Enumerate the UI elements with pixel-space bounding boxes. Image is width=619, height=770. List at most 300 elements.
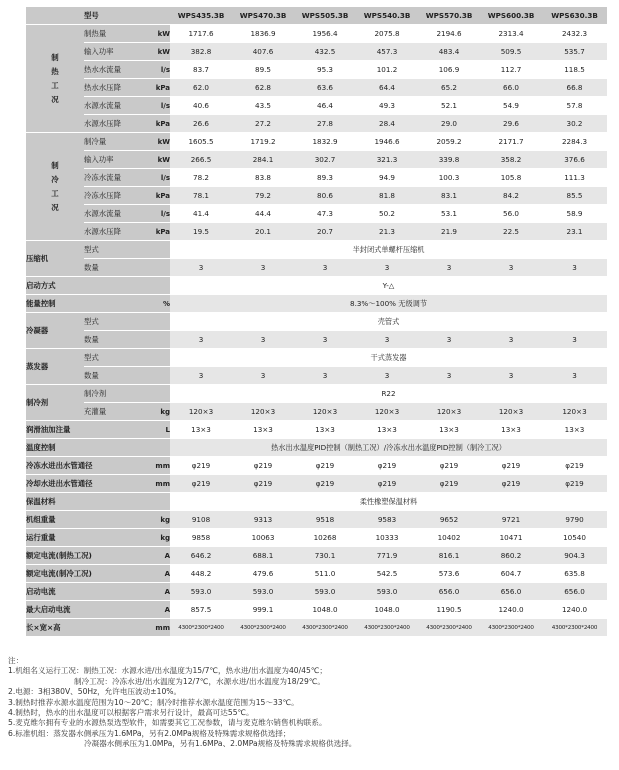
value-cell: 105.8 (480, 169, 542, 187)
value-cell: 3 (418, 367, 480, 385)
value-cell: 302.7 (294, 151, 356, 169)
value-cell: 9313 (232, 511, 294, 529)
value-cell: 30.2 (542, 115, 607, 133)
param-label: 型式 (84, 241, 170, 259)
heating-section-label: 制 热 工 况 (26, 25, 84, 133)
model-name: WPS540.3B (356, 7, 418, 25)
param-label: 数量 (84, 331, 170, 349)
value-cell: 120×3 (294, 403, 356, 421)
value-cell: φ219 (170, 475, 232, 493)
value-cell: 44.4 (232, 205, 294, 223)
value-cell: 573.6 (418, 565, 480, 583)
param-label: 水源水压降 (84, 223, 144, 241)
value-cell: 2194.6 (418, 25, 480, 43)
note-5: 5.麦克维尔拥有专业的水源热泵选型软件，如需要其它工况参数，请与麦克维尔销售机构联系。 (8, 718, 327, 728)
note-6: 6.标准机组：蒸发器水侧承压为1.6MPa，另有2.0MPa规格及特殊需求规格供选择； (8, 728, 291, 738)
heating-row (26, 115, 607, 133)
unit-label: % (144, 295, 170, 313)
condenser-row (26, 331, 607, 349)
heating-row (26, 43, 607, 61)
value-cell: 407.6 (232, 43, 294, 61)
value-cell: 9790 (542, 511, 607, 529)
value-cell: 64.4 (356, 79, 418, 97)
value-cell: 1946.6 (356, 133, 418, 151)
value-cell: φ219 (356, 475, 418, 493)
value-cell: 3 (480, 259, 542, 277)
param-label: 输入功率 (84, 151, 144, 169)
value-cell: 1836.9 (232, 25, 294, 43)
cooling-pipe-label: 冷却水进出水管通径 (26, 475, 144, 493)
compressor-row (26, 241, 607, 259)
value-cell: 120×3 (170, 403, 232, 421)
value-cell: 2432.3 (542, 25, 607, 43)
value-cell: φ219 (480, 475, 542, 493)
start-current-row (26, 583, 607, 601)
value-cell: 47.3 (294, 205, 356, 223)
unit-label: kPa (144, 115, 170, 133)
temp-control-row (26, 439, 607, 457)
value-cell: 13×3 (356, 421, 418, 439)
value-cell: 41.4 (170, 205, 232, 223)
value-cell: φ219 (232, 457, 294, 475)
unit-label: kg (144, 403, 170, 421)
value-cell: 85.5 (542, 187, 607, 205)
value-cell: 358.2 (480, 151, 542, 169)
heat-current-label: 额定电流(制热工况) (26, 547, 144, 565)
value-cell: 120×3 (418, 403, 480, 421)
value-cell: 120×3 (232, 403, 294, 421)
value-cell: 58.9 (542, 205, 607, 223)
value-cell: 9583 (356, 511, 418, 529)
value-cell: 79.2 (232, 187, 294, 205)
value-cell: 511.0 (294, 565, 356, 583)
param-label: 水源水流量 (84, 205, 144, 223)
merged-value-cell: 热水出水温度PID控制（制热工况）/冷冻水出水温度PID控制（制冷工况） (170, 439, 607, 457)
cooling-pipe-row (26, 475, 607, 493)
value-cell: 432.5 (294, 43, 356, 61)
value-cell: 83.7 (170, 61, 232, 79)
value-cell: 1048.0 (294, 601, 356, 619)
dimensions-label: 长×宽×高 (26, 619, 144, 637)
value-cell: 89.5 (232, 61, 294, 79)
model-name: WPS435.3B (170, 7, 232, 25)
value-cell: 1240.0 (542, 601, 607, 619)
chilled-pipe-label: 冷冻水进出水管通径 (26, 457, 144, 475)
value-cell: 21.9 (418, 223, 480, 241)
oil-row (26, 421, 607, 439)
value-cell: 1832.9 (294, 133, 356, 151)
value-cell: 46.4 (294, 97, 356, 115)
cooling-row (26, 223, 607, 241)
model-name: WPS505.3B (294, 7, 356, 25)
value-cell: 771.9 (356, 547, 418, 565)
cool-current-row (26, 565, 607, 583)
cool-current-label: 额定电流(制冷工况) (26, 565, 144, 583)
param-label: 制热量 (84, 25, 144, 43)
value-cell: 266.5 (170, 151, 232, 169)
value-cell: 13×3 (170, 421, 232, 439)
param-label: 制冷剂 (84, 385, 170, 403)
value-cell: 13×3 (294, 421, 356, 439)
value-cell: φ219 (418, 457, 480, 475)
unit-label: kW (144, 133, 170, 151)
param-label: 热水水流量 (84, 61, 144, 79)
cooling-row (26, 187, 607, 205)
value-cell: 80.6 (294, 187, 356, 205)
value-cell: 43.5 (232, 97, 294, 115)
unit-label: l/s (144, 205, 170, 223)
value-cell: φ219 (418, 475, 480, 493)
value-cell: 57.8 (542, 97, 607, 115)
value-cell: 50.2 (356, 205, 418, 223)
note-6-cont: 冷凝器水侧承压为1.0MPa，另有1.6MPa、2.0MPa规格及特殊需求规格供选择。 (84, 739, 357, 749)
param-label: 冷冻水流量 (84, 169, 144, 187)
value-cell: 100.3 (418, 169, 480, 187)
value-cell: 56.0 (480, 205, 542, 223)
value-cell: 1605.5 (170, 133, 232, 151)
value-cell: 120×3 (480, 403, 542, 421)
heating-row (26, 61, 607, 79)
value-cell: 118.5 (542, 61, 607, 79)
value-cell: 3 (294, 331, 356, 349)
param-label: 冷冻水压降 (84, 187, 144, 205)
value-cell: 20.1 (232, 223, 294, 241)
unit-label: kg (144, 529, 170, 547)
value-cell: 21.3 (356, 223, 418, 241)
unit-label: kPa (144, 223, 170, 241)
value-cell: φ219 (542, 475, 607, 493)
cooling-row (26, 169, 607, 187)
value-cell: 1719.2 (232, 133, 294, 151)
compressor-row (26, 259, 607, 277)
value-cell: 9858 (170, 529, 232, 547)
value-cell: 4300*2300*2400 (170, 619, 232, 637)
value-cell: 84.2 (480, 187, 542, 205)
value-cell: 52.1 (418, 97, 480, 115)
param-label: 数量 (84, 367, 170, 385)
value-cell: 3 (356, 331, 418, 349)
refrigerant-row (26, 403, 607, 421)
value-cell: 83.1 (418, 187, 480, 205)
value-cell: 111.3 (542, 169, 607, 187)
value-cell: 66.0 (480, 79, 542, 97)
heating-row (26, 25, 607, 43)
value-cell: 3 (170, 331, 232, 349)
value-cell: 479.6 (232, 565, 294, 583)
evaporator-row (26, 349, 607, 367)
value-cell: 3 (356, 259, 418, 277)
value-cell: 688.1 (232, 547, 294, 565)
unit-label: kPa (144, 187, 170, 205)
note-1-cont: 制冷工况：冷冻水进/出水温度为12/7℃，水源水进/出水温度为18/29℃。 (74, 676, 325, 686)
value-cell: 860.2 (480, 547, 542, 565)
unit-label: A (144, 565, 170, 583)
value-cell: 635.8 (542, 565, 607, 583)
value-cell: 656.0 (418, 583, 480, 601)
value-cell: 483.4 (418, 43, 480, 61)
value-cell: 646.2 (170, 547, 232, 565)
value-cell: 81.8 (356, 187, 418, 205)
value-cell: 10402 (418, 529, 480, 547)
value-cell: φ219 (542, 457, 607, 475)
value-cell: 593.0 (356, 583, 418, 601)
merged-value-cell: Y-△ (170, 277, 607, 295)
value-cell: 9108 (170, 511, 232, 529)
value-cell: φ219 (232, 475, 294, 493)
value-cell: 3 (418, 259, 480, 277)
value-cell: 10471 (480, 529, 542, 547)
value-cell: 656.0 (480, 583, 542, 601)
cooling-section-label: 制 冷 工 况 (26, 133, 84, 241)
capacity-row (26, 295, 607, 313)
value-cell: 19.5 (170, 223, 232, 241)
value-cell: 339.8 (418, 151, 480, 169)
value-cell: 3 (170, 367, 232, 385)
value-cell: 9652 (418, 511, 480, 529)
value-cell: 22.5 (480, 223, 542, 241)
param-label: 输入功率 (84, 43, 144, 61)
value-cell: 49.3 (356, 97, 418, 115)
value-cell: 89.3 (294, 169, 356, 187)
value-cell: 1956.4 (294, 25, 356, 43)
op-weight-label: 运行重量 (26, 529, 144, 547)
value-cell: 27.2 (232, 115, 294, 133)
unit-label: kW (144, 25, 170, 43)
header-row (26, 7, 607, 25)
unit-label: l/s (144, 97, 170, 115)
refrigerant-label: 制冷剂 (26, 385, 84, 421)
value-cell: 106.9 (418, 61, 480, 79)
value-cell: 730.1 (294, 547, 356, 565)
value-cell: 4300*2300*2400 (542, 619, 607, 637)
value-cell: 4300*2300*2400 (232, 619, 294, 637)
unit-label: kW (144, 43, 170, 61)
header-blank (26, 7, 84, 25)
value-cell: 10333 (356, 529, 418, 547)
value-cell: 3 (294, 367, 356, 385)
value-cell: 382.8 (170, 43, 232, 61)
value-cell: 101.2 (356, 61, 418, 79)
value-cell: 13×3 (418, 421, 480, 439)
value-cell: 2313.4 (480, 25, 542, 43)
value-cell: 13×3 (232, 421, 294, 439)
unit-label: kPa (144, 79, 170, 97)
max-current-row (26, 601, 607, 619)
value-cell: 448.2 (170, 565, 232, 583)
value-cell: 3 (480, 367, 542, 385)
unit-label: kW (144, 151, 170, 169)
heating-row (26, 79, 607, 97)
value-cell: 3 (232, 331, 294, 349)
value-cell: 4300*2300*2400 (294, 619, 356, 637)
model-name: WPS470.3B (232, 7, 294, 25)
value-cell: 94.9 (356, 169, 418, 187)
value-cell: 10063 (232, 529, 294, 547)
value-cell: 10540 (542, 529, 607, 547)
unit-label: mm (144, 619, 170, 637)
condenser-row (26, 313, 607, 331)
compressor-label: 压缩机 (26, 241, 84, 277)
merged-value-cell: 半封闭式单螺杆压缩机 (170, 241, 607, 259)
value-cell: 3 (480, 331, 542, 349)
value-cell: 656.0 (542, 583, 607, 601)
value-cell: 904.3 (542, 547, 607, 565)
value-cell: 3 (356, 367, 418, 385)
merged-value-cell: 壳管式 (170, 313, 607, 331)
param-label: 水源水流量 (84, 97, 144, 115)
value-cell: 29.0 (418, 115, 480, 133)
value-cell: 9721 (480, 511, 542, 529)
value-cell: 2075.8 (356, 25, 418, 43)
value-cell: 542.5 (356, 565, 418, 583)
value-cell: 62.0 (170, 79, 232, 97)
value-cell: 13×3 (480, 421, 542, 439)
value-cell: 1240.0 (480, 601, 542, 619)
value-cell: 376.6 (542, 151, 607, 169)
value-cell: 3 (232, 259, 294, 277)
max-current-label: 最大启动电流 (26, 601, 144, 619)
note-4: 4.制热时，热水的出水温度可以根据客户需求另行设计，最高可达55℃。 (8, 708, 254, 718)
value-cell: 10268 (294, 529, 356, 547)
oil-label: 润滑油加注量 (26, 421, 144, 439)
weight-row (26, 511, 607, 529)
value-cell: 112.7 (480, 61, 542, 79)
value-cell: 120×3 (542, 403, 607, 421)
value-cell: 593.0 (232, 583, 294, 601)
value-cell: 23.1 (542, 223, 607, 241)
unit-label: l/s (144, 169, 170, 187)
merged-value-cell: 干式蒸发器 (170, 349, 607, 367)
param-label: 充灌量 (84, 403, 144, 421)
value-cell: 3 (170, 259, 232, 277)
start-current-label: 启动电流 (26, 583, 144, 601)
spec-table (26, 6, 607, 636)
value-cell: 3 (232, 367, 294, 385)
note-3: 3.制热时推荐水源水温度范围为10～20℃；制冷时推荐水源水温度范围为15～33℃。 (8, 697, 299, 707)
op-weight-row (26, 529, 607, 547)
heat-current-row (26, 547, 607, 565)
weight-label: 机组重量 (26, 511, 144, 529)
value-cell: 27.8 (294, 115, 356, 133)
unit-label: A (144, 601, 170, 619)
value-cell: 26.6 (170, 115, 232, 133)
value-cell: 54.9 (480, 97, 542, 115)
cooling-row (26, 205, 607, 223)
value-cell: 29.6 (480, 115, 542, 133)
unit-label: mm (144, 475, 170, 493)
value-cell: 857.5 (170, 601, 232, 619)
merged-value-cell: 8.3%～100% 无级调节 (170, 295, 607, 313)
chilled-pipe-row (26, 457, 607, 475)
value-cell: 4300*2300*2400 (480, 619, 542, 637)
value-cell: φ219 (480, 457, 542, 475)
value-cell: 78.2 (170, 169, 232, 187)
value-cell: φ219 (356, 457, 418, 475)
unit-label: l/s (144, 61, 170, 79)
condenser-label: 冷凝器 (26, 313, 84, 349)
merged-value-cell: 柔性橡塑保温材料 (170, 493, 607, 511)
model-name: WPS630.3B (542, 7, 607, 25)
unit-label: kg (144, 511, 170, 529)
value-cell: 20.7 (294, 223, 356, 241)
value-cell: 3 (542, 331, 607, 349)
temp-control-label: 温度控制 (26, 439, 170, 457)
param-label: 数量 (84, 259, 170, 277)
value-cell: 53.1 (418, 205, 480, 223)
unit-label: mm (144, 457, 170, 475)
value-cell: 1048.0 (356, 601, 418, 619)
value-cell: 3 (542, 259, 607, 277)
model-name: WPS600.3B (480, 7, 542, 25)
header-model-label: 型号 (84, 7, 170, 25)
evaporator-label: 蒸发器 (26, 349, 84, 385)
value-cell: 2171.7 (480, 133, 542, 151)
insulation-row (26, 493, 607, 511)
value-cell: 66.8 (542, 79, 607, 97)
dimensions-row (26, 619, 607, 637)
value-cell: 13×3 (542, 421, 607, 439)
value-cell: 4300*2300*2400 (356, 619, 418, 637)
value-cell: 604.7 (480, 565, 542, 583)
param-label: 水源水压降 (84, 115, 144, 133)
value-cell: 3 (294, 259, 356, 277)
value-cell: 321.3 (356, 151, 418, 169)
value-cell: 95.3 (294, 61, 356, 79)
value-cell: 40.6 (170, 97, 232, 115)
insulation-label: 保温材料 (26, 493, 170, 511)
param-label: 型式 (84, 349, 170, 367)
value-cell: 4300*2300*2400 (418, 619, 480, 637)
value-cell: 28.4 (356, 115, 418, 133)
value-cell: 3 (542, 367, 607, 385)
value-cell: 535.7 (542, 43, 607, 61)
capacity-label: 能量控制 (26, 295, 144, 313)
value-cell: 83.8 (232, 169, 294, 187)
evaporator-row (26, 367, 607, 385)
value-cell: φ219 (294, 475, 356, 493)
value-cell: 816.1 (418, 547, 480, 565)
value-cell: 457.3 (356, 43, 418, 61)
value-cell: 1190.5 (418, 601, 480, 619)
value-cell: 1717.6 (170, 25, 232, 43)
param-label: 热水水压降 (84, 79, 144, 97)
param-label: 制冷量 (84, 133, 144, 151)
value-cell: 509.5 (480, 43, 542, 61)
unit-label: A (144, 583, 170, 601)
value-cell: 2284.3 (542, 133, 607, 151)
value-cell: 120×3 (356, 403, 418, 421)
value-cell: 999.1 (232, 601, 294, 619)
value-cell: 3 (418, 331, 480, 349)
cooling-row (26, 133, 607, 151)
value-cell: 593.0 (294, 583, 356, 601)
note-1: 1.机组名义运行工况：制热工况：水源水进/出水温度为15/7℃，热水进/出水温度为40/45℃； (8, 666, 327, 676)
unit-label: L (144, 421, 170, 439)
value-cell: 62.8 (232, 79, 294, 97)
unit-label: A (144, 547, 170, 565)
merged-value-cell: R22 (170, 385, 607, 403)
refrigerant-row (26, 385, 607, 403)
notes (8, 656, 614, 750)
value-cell: φ219 (170, 457, 232, 475)
notes-title: 注： (8, 656, 24, 665)
start-label: 启动方式 (26, 277, 170, 295)
value-cell: 63.6 (294, 79, 356, 97)
note-2: 2.电源：3相380V、50Hz，允许电压波动±10%。 (8, 687, 182, 697)
value-cell: 9518 (294, 511, 356, 529)
heating-row (26, 97, 607, 115)
start-row (26, 277, 607, 295)
